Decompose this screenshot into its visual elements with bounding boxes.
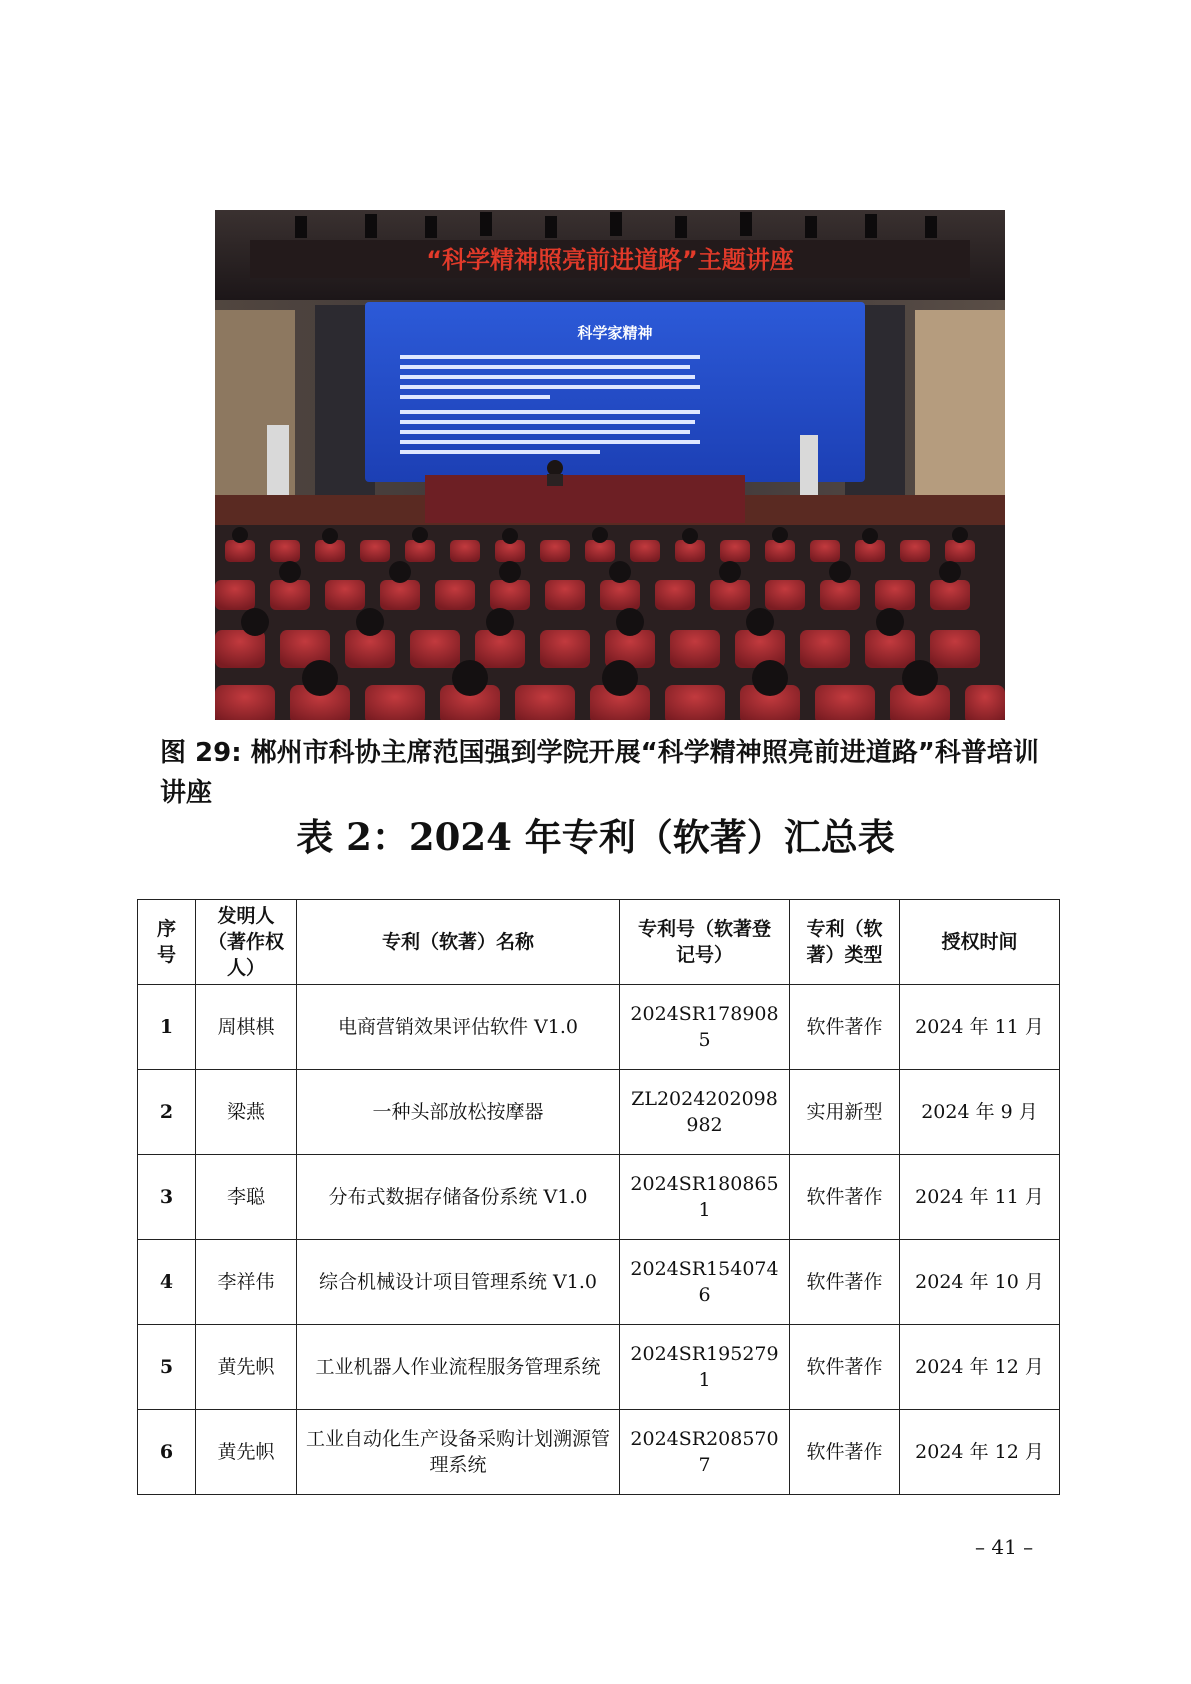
table-row — [138, 1410, 1060, 1495]
cell-seq: 4 — [138, 1240, 196, 1325]
header-date: 授权时间 — [900, 900, 1060, 985]
cell-inventor: 黄先帜 — [196, 1410, 297, 1495]
cell-number: 2024SR1789085 — [620, 985, 790, 1070]
podium-table — [425, 475, 745, 523]
figure-caption: 图 29: 郴州市科协主席范国强到学院开展“科学精神照亮前进道路”科普培训讲座 — [160, 738, 1039, 808]
cell-type: 软件著作 — [790, 1410, 900, 1495]
cell-inventor: 梁燕 — [196, 1070, 297, 1155]
cell-type: 软件著作 — [790, 1325, 900, 1410]
banner-text: “科学精神照亮前进道路”主题讲座 — [426, 246, 794, 274]
cell-type: 软件著作 — [790, 985, 900, 1070]
cell-inventor: 李聪 — [196, 1155, 297, 1240]
cell-type: 软件著作 — [790, 1240, 900, 1325]
cell-seq: 5 — [138, 1325, 196, 1410]
cell-date: 2024 年 10 月 — [900, 1240, 1060, 1325]
cell-type: 实用新型 — [790, 1070, 900, 1155]
cell-seq: 3 — [138, 1155, 196, 1240]
table-row — [138, 985, 1060, 1070]
cell-number: 2024SR1952791 — [620, 1325, 790, 1410]
table-row — [138, 1325, 1060, 1410]
screen-title: 科学家精神 — [577, 324, 653, 342]
header-type: 专利（软著）类型 — [790, 900, 900, 985]
cell-inventor: 黄先帜 — [196, 1325, 297, 1410]
table-row — [138, 1070, 1060, 1155]
cell-date: 2024 年 12 月 — [900, 1325, 1060, 1410]
cell-name: 分布式数据存储备份系统 V1.0 — [297, 1155, 620, 1240]
cell-date: 2024 年 9 月 — [900, 1070, 1060, 1155]
cell-date: 2024 年 11 月 — [900, 1155, 1060, 1240]
cell-name: 电商营销效果评估软件 V1.0 — [297, 985, 620, 1070]
cell-name: 工业机器人作业流程服务管理系统 — [297, 1325, 620, 1410]
cell-seq: 6 — [138, 1410, 196, 1495]
table-row — [138, 1240, 1060, 1325]
cell-number: ZL2024202098982 — [620, 1070, 790, 1155]
cell-date: 2024 年 12 月 — [900, 1410, 1060, 1495]
cell-date: 2024 年 11 月 — [900, 985, 1060, 1070]
cell-seq: 2 — [138, 1070, 196, 1155]
header-name: 专利（软著）名称 — [297, 900, 620, 985]
patent-summary-table — [137, 899, 1060, 1495]
cell-number: 2024SR1808651 — [620, 1155, 790, 1240]
cell-inventor: 李祥伟 — [196, 1240, 297, 1325]
header-seq: 序号 — [138, 900, 196, 985]
cell-name: 工业自动化生产设备采购计划溯源管理系统 — [297, 1410, 620, 1495]
cell-name: 一种头部放松按摩器 — [297, 1070, 620, 1155]
table-header-row — [138, 900, 1060, 985]
cell-number: 2024SR2085707 — [620, 1410, 790, 1495]
table-title: 表 2：2024 年专利（软著）汇总表 — [296, 815, 895, 859]
cell-number: 2024SR1540746 — [620, 1240, 790, 1325]
cell-name: 综合机械设计项目管理系统 V1.0 — [297, 1240, 620, 1325]
header-number: 专利号（软著登记号） — [620, 900, 790, 985]
cell-type: 软件著作 — [790, 1155, 900, 1240]
cell-inventor: 周棋棋 — [196, 985, 297, 1070]
lecture-photo — [215, 210, 1005, 720]
lecture-hall-illustration — [215, 210, 1005, 720]
header-inventor: 发明人（著作权人） — [196, 900, 297, 985]
cell-seq: 1 — [138, 985, 196, 1070]
table-row — [138, 1155, 1060, 1240]
page-number: – 41 – — [975, 1535, 1034, 1559]
